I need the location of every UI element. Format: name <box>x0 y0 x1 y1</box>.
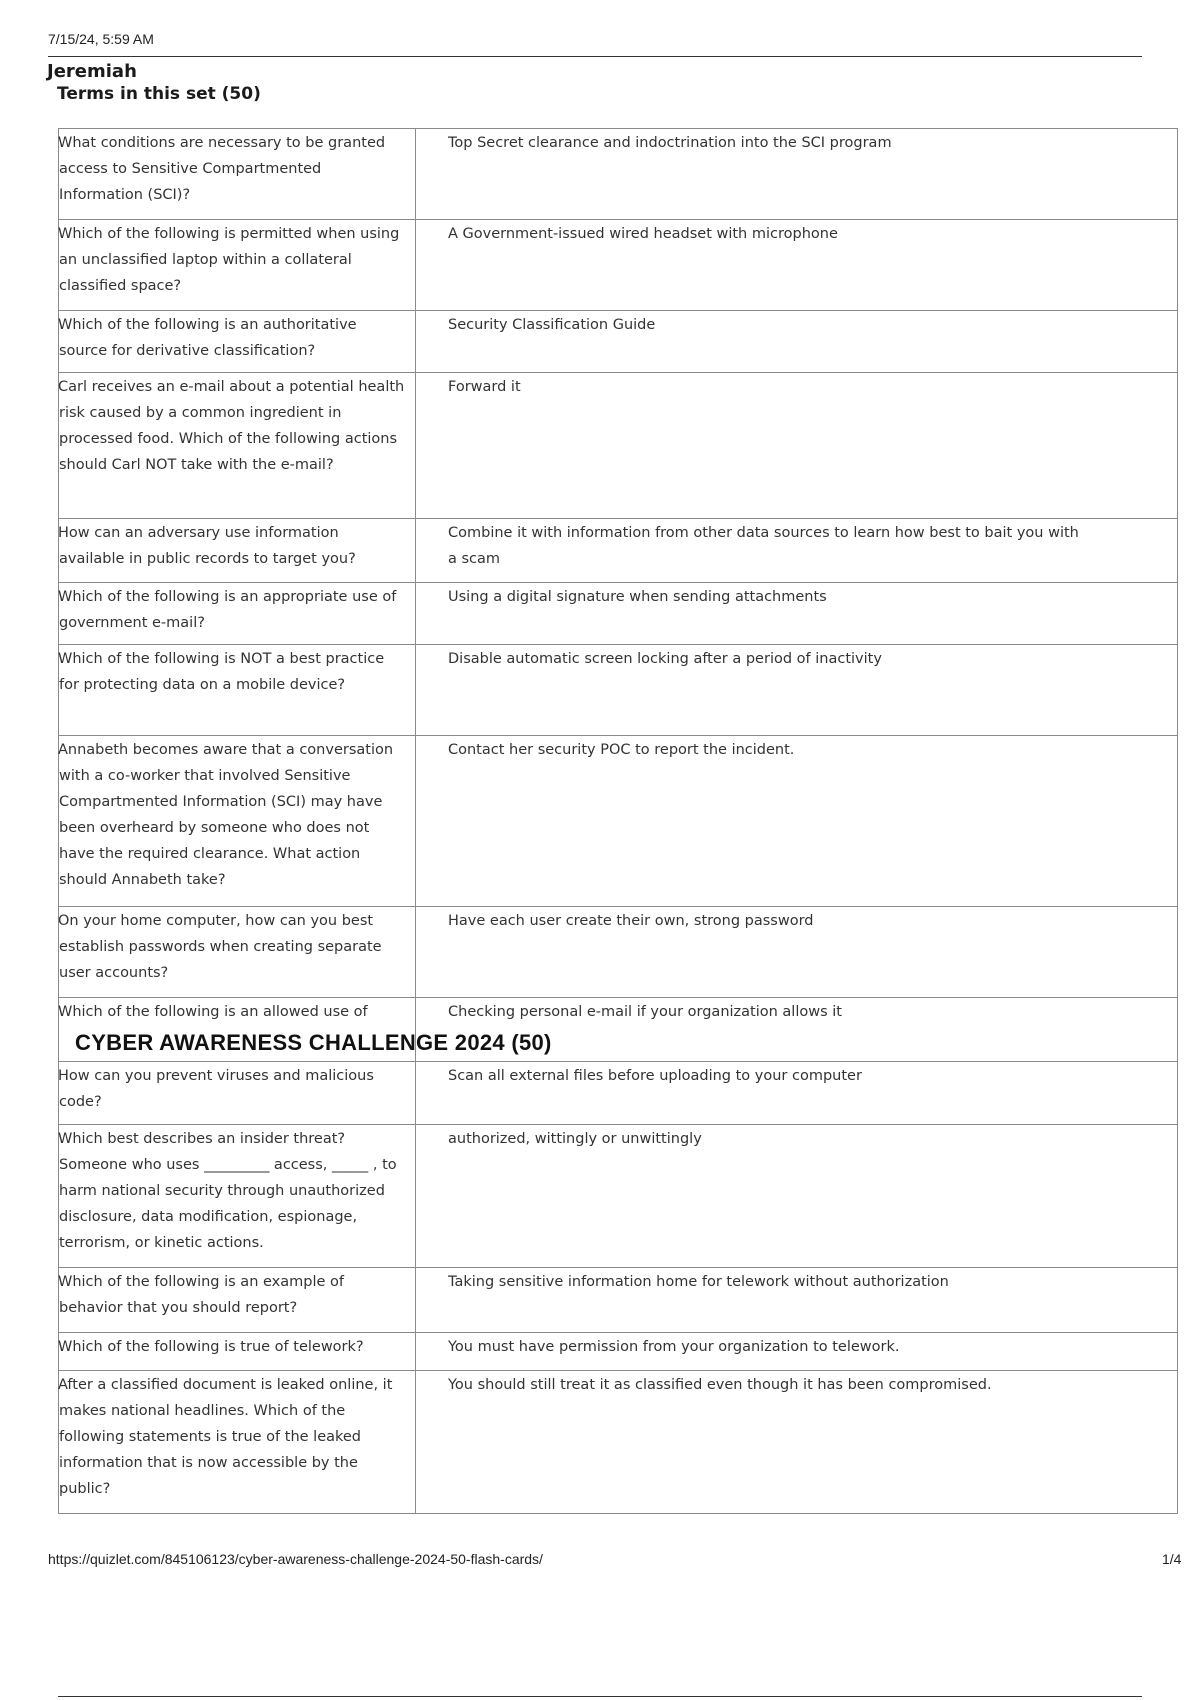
card-row <box>59 1371 1178 1514</box>
card-row <box>59 519 1178 583</box>
card-definition: authorized, wittingly or unwittingly <box>416 1125 1178 1268</box>
card-row <box>59 129 1178 220</box>
card-term: Which of the following is true of telework? <box>59 1333 416 1371</box>
card-definition: You should still treat it as classified even though it has been compromised. <box>416 1371 1178 1514</box>
card-row <box>59 1062 1178 1125</box>
card-term: After a classified document is leaked online, it makes national headlines. Which of the following statements is true of the leaked information that is now accessible by the public? <box>59 1371 416 1514</box>
set-title-banner: CYBER AWARENESS CHALLENGE 2024 (50) <box>75 1030 552 1055</box>
card-row <box>59 220 1178 311</box>
card-term: Which of the following is an example of behavior that you should report? <box>59 1268 416 1333</box>
card-row <box>59 311 1178 373</box>
card-term: Annabeth becomes aware that a conversation with a co-worker that involved Sensitive Compartmented Information (SCI) may have been overheard by someone who does not have the required clearance. What action should Annabeth take? <box>59 736 416 907</box>
page-bottom-divider <box>58 1696 1142 1697</box>
card-row <box>59 1333 1178 1371</box>
card-definition: Disable automatic screen locking after a period of inactivity <box>416 645 1178 736</box>
card-term: Which of the following is an allowed use of CYBER AWARENESS CHALLENGE 2024 (50) <box>59 998 416 1062</box>
card-definition: A Government-issued wired headset with microphone <box>416 220 1178 311</box>
card-term: Carl receives an e-mail about a potential health risk caused by a common ingredient in processed food. Which of the following actions should Carl NOT take with the e-mail? <box>59 373 416 519</box>
card-term: Which of the following is NOT a best practice for protecting data on a mobile device? <box>59 645 416 736</box>
card-term: What conditions are necessary to be granted access to Sensitive Compartmented Information (SCI)? <box>59 129 416 220</box>
card-row <box>59 736 1178 907</box>
print-timestamp: 7/15/24, 5:59 AM <box>48 31 154 47</box>
source-url[interactable]: https://quizlet.com/845106123/cyber-awareness-challenge-2024-50-flash-cards/ <box>48 1551 543 1567</box>
card-definition: Have each user create their own, strong password <box>416 907 1178 998</box>
card-definition: Taking sensitive information home for telework without authorization <box>416 1268 1178 1333</box>
card-term: On your home computer, how can you best establish passwords when creating separate user accounts? <box>59 907 416 998</box>
terms-table <box>58 128 1178 1514</box>
card-definition: Forward it <box>416 373 1178 519</box>
card-definition: Using a digital signature when sending attachments <box>416 583 1178 645</box>
card-row <box>59 1268 1178 1333</box>
card-definition: Combine it with information from other data sources to learn how best to bait you with a scam <box>416 519 1178 583</box>
card-term: Which of the following is an appropriate use of government e-mail? <box>59 583 416 645</box>
card-term: How can an adversary use information available in public records to target you? <box>59 519 416 583</box>
header-divider <box>48 56 1142 57</box>
card-definition: Checking personal e-mail if your organization allows it <box>416 998 1178 1062</box>
author-name[interactable]: Jeremiah <box>47 61 137 82</box>
card-row <box>59 1125 1178 1268</box>
card-row <box>59 998 1178 1062</box>
page-number: 1/4 <box>1162 1551 1182 1567</box>
set-heading: Terms in this set (50) <box>57 84 261 104</box>
card-definition: You must have permission from your organization to telework. <box>416 1333 1178 1371</box>
card-term: How can you prevent viruses and malicious code? <box>59 1062 416 1125</box>
card-definition: Scan all external files before uploading to your computer <box>416 1062 1178 1125</box>
card-definition: Security Classification Guide <box>416 311 1178 373</box>
card-row <box>59 645 1178 736</box>
card-term: Which of the following is an authoritative source for derivative classification? <box>59 311 416 373</box>
card-term: Which best describes an insider threat? Someone who uses _________ access, _____ , to harm national security through unauthorized disclosure, data modification, espionage, terrorism, or kinetic actions. <box>59 1125 416 1268</box>
card-definition: Contact her security POC to report the incident. <box>416 736 1178 907</box>
card-row <box>59 907 1178 998</box>
card-term: Which of the following is permitted when using an unclassified laptop within a collateral classified space? <box>59 220 416 311</box>
card-row <box>59 373 1178 519</box>
card-definition: Top Secret clearance and indoctrination into the SCI program <box>416 129 1178 220</box>
card-row <box>59 583 1178 645</box>
